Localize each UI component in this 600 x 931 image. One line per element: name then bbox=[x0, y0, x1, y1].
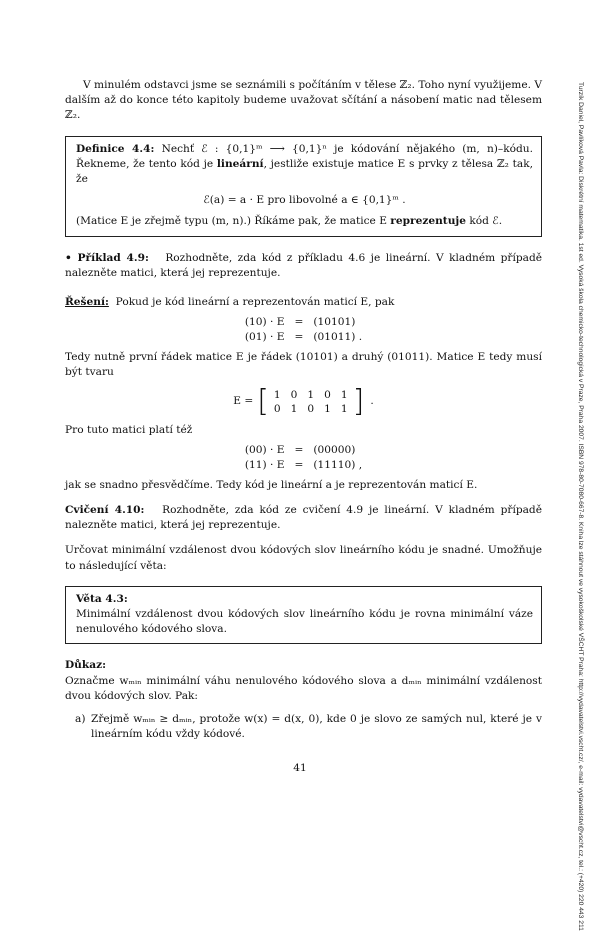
equation-row: (01) · E = (01011) . bbox=[244, 331, 363, 344]
page-body bbox=[65, 78, 542, 742]
paragraph-2: Určovat minimální vzdálenost dvou kódových slov lineárního kódu je snadné. Umožňuje to následující věta: bbox=[65, 544, 542, 572]
equations-2 bbox=[240, 443, 367, 473]
matrix-E: E = [ 1 0 1 0 1 0 1 0 1 1 ] . bbox=[233, 383, 374, 419]
example-title: • Příklad 4.9: bbox=[65, 251, 149, 264]
definition-text: Definice 4.4: Nechť ℰ : {0,1}ᵐ ⟶ {0,1}ⁿ je kódování nějakého (m, n)–kódu. Řekneme, že tento kód je lineární, jestliže existuje matice E s prvky z tělesa ℤ₂ tak, že bbox=[76, 142, 533, 186]
page-number: 41 bbox=[293, 762, 307, 774]
proof-title: Důkaz: bbox=[65, 659, 107, 672]
definition-title: Definice 4.4: bbox=[76, 142, 155, 155]
exercise-title: Cvičení 4.10: bbox=[65, 504, 145, 517]
matrix-label: E = bbox=[233, 395, 254, 408]
example-paragraph: • Příklad 4.9: Rozhodněte, zda kód z příkladu 4.6 je lineární. V kladném případě nalezněte matici, která jej reprezentuje. bbox=[65, 251, 542, 279]
side-citation-text: Turzík Daniel, Pavlíková Pavla: Diskrétní matematika. 1st ed. Vysoká škola chemicko-technologická v Praze, Praha 2007. ISBN 978-80-7080-667-8. Kniha lze stáhnout ve vysokoškolské VŠCHT Praha: http://vydavatelstvi.vscht.cz/, e-mail: vydavatelstvi@vscht.cz, tel.: (+420) 220 443 211 bbox=[577, 82, 584, 931]
theorem-box bbox=[65, 586, 542, 645]
exercise-paragraph: Cvičení 4.10: Rozhodněte, zda kód ze cvičení 4.9 je lineární. V kladném případě nalezněte matici, která jej reprezentuje. bbox=[65, 504, 542, 532]
intro-paragraph: V minulém odstavci jsme se seznámili s počítáním v tělese ℤ₂. Toho nyní využijeme. V dalším až do konce této kapitoly budeme uvažovat sčítání a násobení matic nad tělesem ℤ₂. bbox=[65, 79, 542, 122]
equations-1 bbox=[240, 315, 367, 345]
solution-text-2: Tedy nutně první řádek matice E je řádek (10101) a druhý (01011). Matice E tedy musí být tvaru bbox=[65, 351, 542, 379]
left-bracket-icon: [ bbox=[257, 383, 269, 419]
definition-box bbox=[65, 136, 542, 237]
proof-text: Označme wₘᵢₙ minimální váhu nenulového kódového slova a dₘᵢₙ minimální vzdálenost dvou kódových slov. Pak: bbox=[65, 674, 542, 702]
equation-row: (10) · E = (10101) bbox=[244, 316, 356, 329]
theorem-title: Věta 4.3: bbox=[76, 592, 128, 605]
term-represents: reprezentuje bbox=[390, 215, 466, 228]
solution-text-4: jak se snadno přesvědčíme. Tedy kód je lineární a je reprezentován maticí E. bbox=[65, 478, 478, 491]
definition-note: (Matice E je zřejmě typu (m, n).) Říkáme pak, že matice E reprezentuje kód ℰ. bbox=[76, 215, 503, 228]
side-citation bbox=[575, 82, 585, 931]
matrix-row: 1 0 1 0 1 bbox=[273, 388, 348, 401]
solution-label: Řešení: bbox=[65, 296, 109, 309]
proof-section bbox=[65, 658, 542, 742]
equation-row: (00) · E = (00000) bbox=[244, 443, 356, 456]
matrix-row: 0 1 0 1 1 bbox=[273, 402, 348, 415]
item-label: a) bbox=[75, 713, 86, 726]
right-bracket-icon: ] bbox=[352, 383, 365, 419]
equation-row: (11) · E = (11110) , bbox=[244, 458, 363, 471]
proof-item-a bbox=[65, 712, 542, 742]
solution-intro: Řešení: Pokud je kód lineární a reprezentován maticí E, pak bbox=[65, 296, 395, 309]
item-text: Zřejmě wₘᵢₙ ≥ dₘᵢₙ, protože w(x) = d(x, 0), kde 0 je slovo ze samých nul, které je v lineárním kódu vždy kódové. bbox=[91, 713, 542, 741]
term-linear: lineární bbox=[216, 157, 264, 170]
matrix-table bbox=[269, 388, 353, 416]
definition-formula: ℰ(a) = a · E pro libovolné a ∈ {0,1}ᵐ . bbox=[203, 194, 406, 207]
theorem-text: Minimální vzdálenost dvou kódových slov lineárního kódu je rovna minimální váze nenulového kódového slova. bbox=[76, 608, 533, 636]
solution-text-3: Pro tuto matici platí též bbox=[65, 423, 193, 436]
